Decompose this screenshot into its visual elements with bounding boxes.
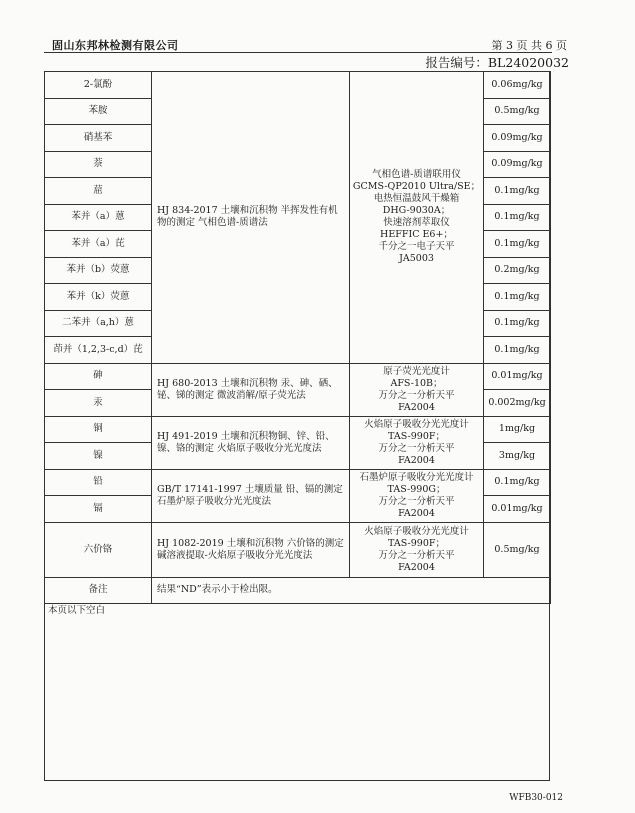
detection-limit: 0.5mg/kg: [484, 98, 551, 125]
analyte-name: 镉: [45, 496, 152, 523]
analyte-name: 2-氯酚: [45, 72, 152, 99]
method-cell: HJ 491-2019 土壤和沉积物铜、锌、铅、镍、铬的测定 火焰原子吸收分光光度法: [152, 416, 350, 469]
detection-limit: 0.1mg/kg: [484, 310, 551, 337]
company-name: 固山东邦林检测有限公司: [52, 39, 179, 52]
detection-limit: 0.06mg/kg: [484, 72, 551, 99]
detection-limit: 0.09mg/kg: [484, 151, 551, 178]
analyte-name: 汞: [45, 390, 152, 417]
analyte-name: 苯并（b）荧蒽: [45, 257, 152, 284]
blank-note: 本页以下空白: [48, 605, 106, 616]
remark-text: 结果“ND”表示小于检出限。: [152, 577, 551, 603]
analyte-name: 铅: [45, 469, 152, 496]
analyte-name: 砷: [45, 363, 152, 390]
detection-limit: 0.01mg/kg: [484, 496, 551, 523]
method-cell: HJ 834-2017 土壤和沉积物 半挥发性有机物的测定 气相色谱-质谱法: [152, 72, 350, 364]
instrument-cell: 火焰原子吸收分光光度计 TAS-990F； 万分之一分析天平 FA2004: [350, 522, 484, 577]
analyte-name: 茚并（1,2,3-c,d）芘: [45, 337, 152, 364]
analyte-name: 六价铬: [45, 522, 152, 577]
detection-limit: 0.002mg/kg: [484, 390, 551, 417]
remark-row: [45, 577, 551, 603]
instrument-cell: 原子荧光光度计 AFS-10B； 万分之一分析天平 FA2004: [350, 363, 484, 416]
analyte-name: 苯并（k）荧蒽: [45, 284, 152, 311]
detection-limit: 0.2mg/kg: [484, 257, 551, 284]
detection-limit: 0.1mg/kg: [484, 178, 551, 205]
detection-limit: 0.1mg/kg: [484, 231, 551, 258]
detection-limit: 0.01mg/kg: [484, 363, 551, 390]
detection-limit: 0.1mg/kg: [484, 284, 551, 311]
analyte-name: 铜: [45, 416, 152, 443]
table-row: [45, 522, 551, 577]
remark-label: 备注: [45, 577, 152, 603]
method-cell: HJ 1082-2019 土壤和沉积物 六价铬的测定 碱溶液提取-火焰原子吸收分光光度法: [152, 522, 350, 577]
table-row: [45, 363, 551, 390]
table-row: [45, 416, 551, 443]
instrument-cell: 火焰原子吸收分光光度计 TAS-990F； 万分之一分析天平 FA2004: [350, 416, 484, 469]
analyte-name: 二苯并（a,h）蒽: [45, 310, 152, 337]
analyte-name: 萘: [45, 151, 152, 178]
instrument-cell: 石墨炉原子吸收分光光度计 TAS-990G； 万分之一分析天平 FA2004: [350, 469, 484, 522]
analyte-name: 苯胺: [45, 98, 152, 125]
detection-limit: 1mg/kg: [484, 416, 551, 443]
analyte-name: 䓛: [45, 178, 152, 205]
table-row: [45, 72, 551, 99]
report-number: 报告编号：BL24020032: [425, 55, 569, 70]
analyte-name: 硝基苯: [45, 125, 152, 152]
detection-limit: 0.5mg/kg: [484, 522, 551, 577]
results-table: [44, 71, 551, 604]
footer-code: WFB30-012: [509, 793, 563, 803]
analyte-name: 苯并（a）蒽: [45, 204, 152, 231]
detection-limit: 0.1mg/kg: [484, 337, 551, 364]
method-cell: GB/T 17141-1997 土壤质量 铅、镉的测定 石墨炉原子吸收分光光度法: [152, 469, 350, 522]
table-row: [45, 469, 551, 496]
detection-limit: 0.1mg/kg: [484, 469, 551, 496]
analyte-name: 苯并（a）芘: [45, 231, 152, 258]
detection-limit: 0.1mg/kg: [484, 204, 551, 231]
method-cell: HJ 680-2013 土壤和沉积物 汞、砷、硒、铋、锑的测定 微波消解/原子荧光法: [152, 363, 350, 416]
instrument-cell: 气相色谱-质谱联用仪 GCMS-QP2010 Ultra/SE； 电热恒温鼓风干燥箱 DHG-9030A； 快速溶剂萃取仪 HEFFIC E6+； 千分之一电子天平 JA5003: [350, 72, 484, 364]
detection-limit: 3mg/kg: [484, 443, 551, 470]
page-indicator: 第 3 页 共 6 页: [491, 39, 567, 52]
detection-limit: 0.09mg/kg: [484, 125, 551, 152]
analyte-name: 镍: [45, 443, 152, 470]
